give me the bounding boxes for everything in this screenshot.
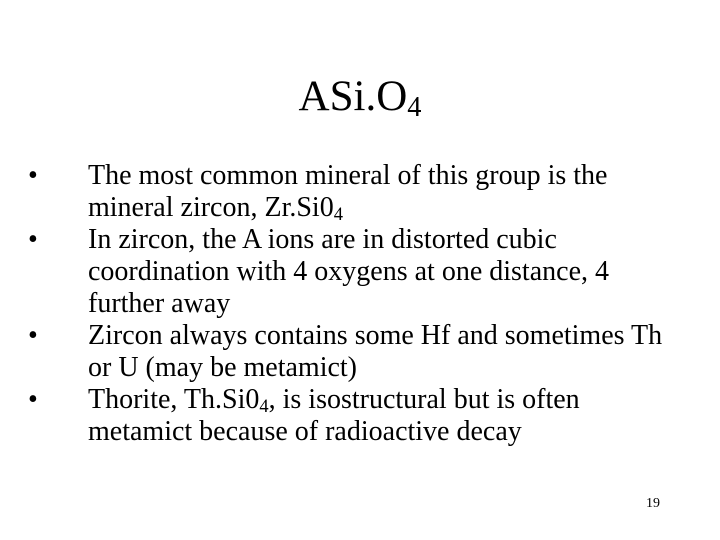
- bullet-marker: •: [28, 384, 38, 415]
- title-subscript: 4: [407, 92, 422, 124]
- slide-title: [0, 72, 720, 122]
- bullet-subscript: 4: [259, 396, 269, 417]
- bullet-list: [28, 160, 688, 448]
- bullet-text: Zircon always contains some Hf and sometimes Th or U (may be metamict): [88, 320, 663, 383]
- title-text: ASi.O: [298, 73, 408, 120]
- bullet-text: Thorite, Th.Si0: [88, 384, 260, 415]
- bullet-marker: •: [28, 320, 38, 351]
- bullet-text: The most common mineral of this group is the mineral zircon, Zr.Si0: [88, 160, 608, 223]
- bullet-item: [28, 384, 688, 448]
- bullet-marker: •: [28, 160, 38, 191]
- page-number: 19: [646, 496, 660, 511]
- bullet-marker: •: [28, 224, 38, 255]
- bullet-tail: , is isostructural but is often metamict because of radioactive decay: [88, 384, 580, 447]
- bullet-item: [28, 320, 688, 384]
- bullet-text: In zircon, the A ions are in distorted cubic coordination with 4 oxygens at one distance, 4 further away: [88, 224, 609, 319]
- bullet-subscript: 4: [333, 204, 343, 225]
- bullet-item: [28, 160, 688, 224]
- bullet-item: [28, 224, 688, 320]
